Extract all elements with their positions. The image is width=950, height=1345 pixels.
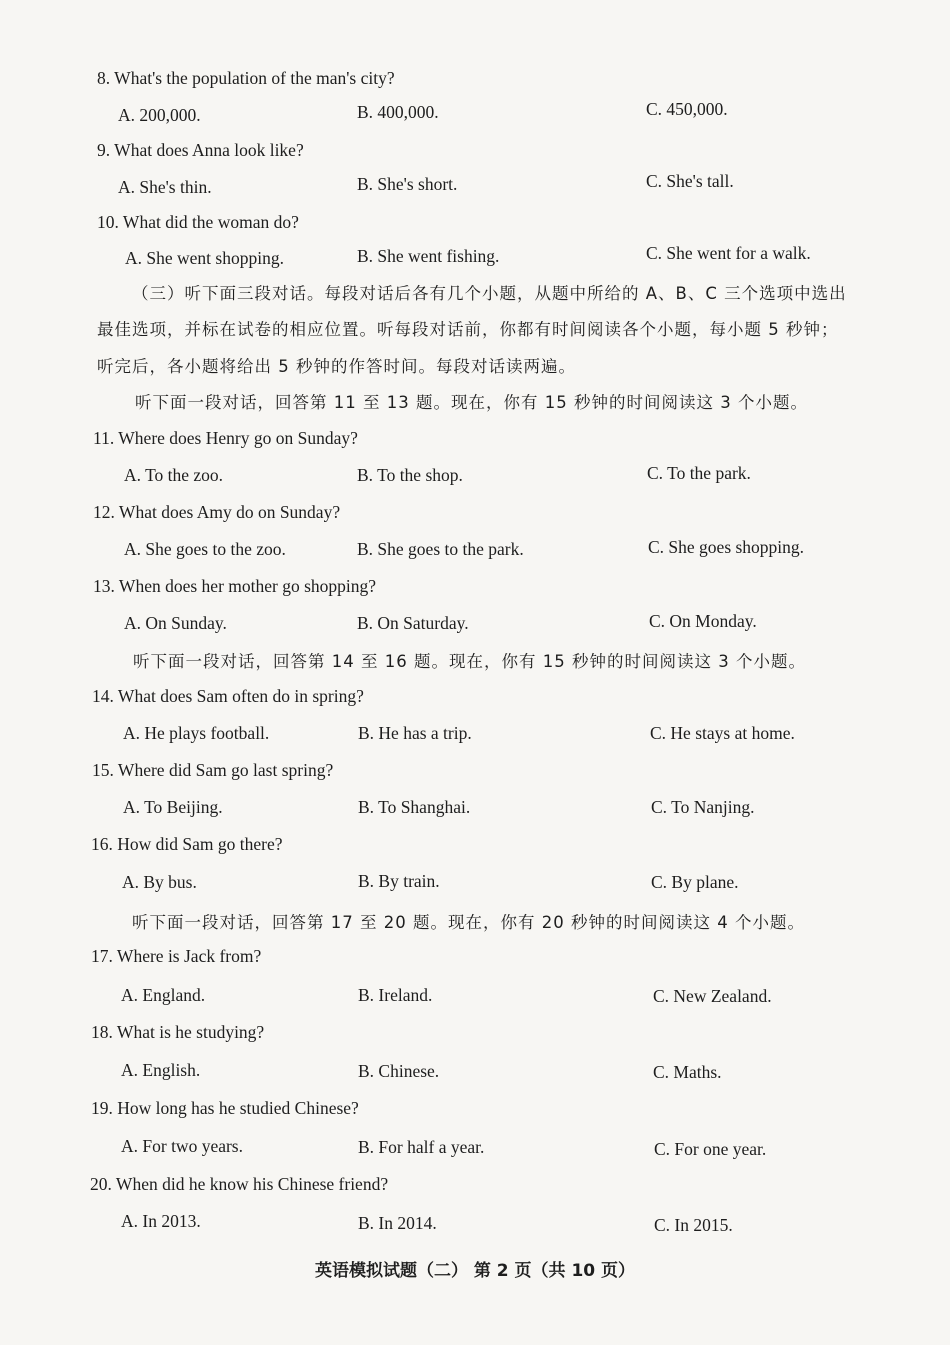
option-15a: A. To Beijing. [123, 797, 223, 817]
option-10b: B. She went fishing. [357, 246, 500, 266]
question-14: 14. What does Sam often do in spring? [92, 686, 364, 706]
option-12c: C. She goes shopping. [648, 537, 805, 557]
option-13b: B. On Saturday. [357, 613, 469, 633]
option-18b: B. Chinese. [358, 1061, 440, 1081]
dialogue-instruction-2: 听下面一段对话，回答第 14 至 16 题。现在，你有 15 秒钟的时间阅读这 3 个小题。 [133, 652, 806, 671]
option-14c: C. He stays at home. [650, 723, 795, 743]
question-8: 8. What's the population of the man's city? [97, 68, 395, 88]
option-20b: B. In 2014. [358, 1213, 437, 1233]
option-10a: A. She went shopping. [125, 248, 284, 268]
question-10: 10. What did the woman do? [97, 212, 299, 232]
option-17c: C. New Zealand. [653, 986, 772, 1006]
option-19b: B. For half a year. [358, 1137, 485, 1157]
option-8a: A. 200,000. [118, 105, 201, 125]
question-16: 16. How did Sam go there? [91, 834, 283, 854]
option-11b: B. To the shop. [357, 465, 463, 485]
option-17a: A. England. [121, 985, 206, 1005]
option-11a: A. To the zoo. [124, 465, 224, 485]
option-16c: C. By plane. [651, 872, 739, 892]
section3-line3: 听完后，各小题将给出 5 秒钟的作答时间。每段对话读两遍。 [97, 357, 576, 376]
section3-line2: 最佳选项，并标在试卷的相应位置。听每段对话前，你都有时间阅读各个小题，每小题 5 秒钟； [97, 320, 839, 339]
option-13a: A. On Sunday. [124, 613, 227, 633]
option-18c: C. Maths. [653, 1062, 722, 1082]
option-12a: A. She goes to the zoo. [124, 539, 286, 559]
dialogue-instruction-1: 听下面一段对话，回答第 11 至 13 题。现在，你有 15 秒钟的时间阅读这 3 个小题。 [135, 393, 808, 412]
option-8b: B. 400,000. [357, 102, 439, 122]
question-18: 18. What is he studying? [91, 1022, 265, 1042]
question-20: 20. When did he know his Chinese friend? [90, 1174, 389, 1194]
option-9a: A. She's thin. [118, 177, 212, 197]
option-12b: B. She goes to the park. [357, 539, 524, 559]
question-13: 13. When does her mother go shopping? [93, 576, 377, 596]
option-18a: A. English. [121, 1060, 201, 1080]
question-19: 19. How long has he studied Chinese? [91, 1098, 359, 1118]
option-13c: C. On Monday. [649, 611, 757, 631]
question-11: 11. Where does Henry go on Sunday? [93, 428, 358, 448]
question-12: 12. What does Amy do on Sunday? [93, 502, 341, 522]
option-11c: C. To the park. [647, 463, 751, 483]
option-10c: C. She went for a walk. [646, 243, 811, 263]
dialogue-instruction-3: 听下面一段对话，回答第 17 至 20 题。现在，你有 20 秒钟的时间阅读这 4 个小题。 [132, 913, 805, 932]
option-17b: B. Ireland. [358, 985, 433, 1005]
question-17: 17. Where is Jack from? [91, 946, 262, 966]
option-14a: A. He plays football. [123, 723, 270, 743]
option-8c: C. 450,000. [646, 99, 728, 119]
option-19c: C. For one year. [654, 1139, 767, 1159]
option-9b: B. She's short. [357, 174, 458, 194]
option-15b: B. To Shanghai. [358, 797, 471, 817]
page-footer: 英语模拟试题（二） 第 2 页（共 10 页） [314, 1261, 636, 1281]
option-15c: C. To Nanjing. [651, 797, 755, 817]
option-16a: A. By bus. [122, 872, 197, 892]
question-15: 15. Where did Sam go last spring? [92, 760, 334, 780]
option-14b: B. He has a trip. [358, 723, 472, 743]
option-16b: B. By train. [358, 871, 440, 891]
option-20c: C. In 2015. [654, 1215, 733, 1235]
question-9: 9. What does Anna look like? [97, 140, 304, 160]
option-20a: A. In 2013. [121, 1211, 201, 1231]
section3-line1: （三）听下面三段对话。每段对话后各有几个小题，从题中所给的 A、B、C 三个选项中选出 [132, 284, 847, 303]
option-19a: A. For two years. [121, 1136, 243, 1156]
option-9c: C. She's tall. [646, 171, 734, 191]
